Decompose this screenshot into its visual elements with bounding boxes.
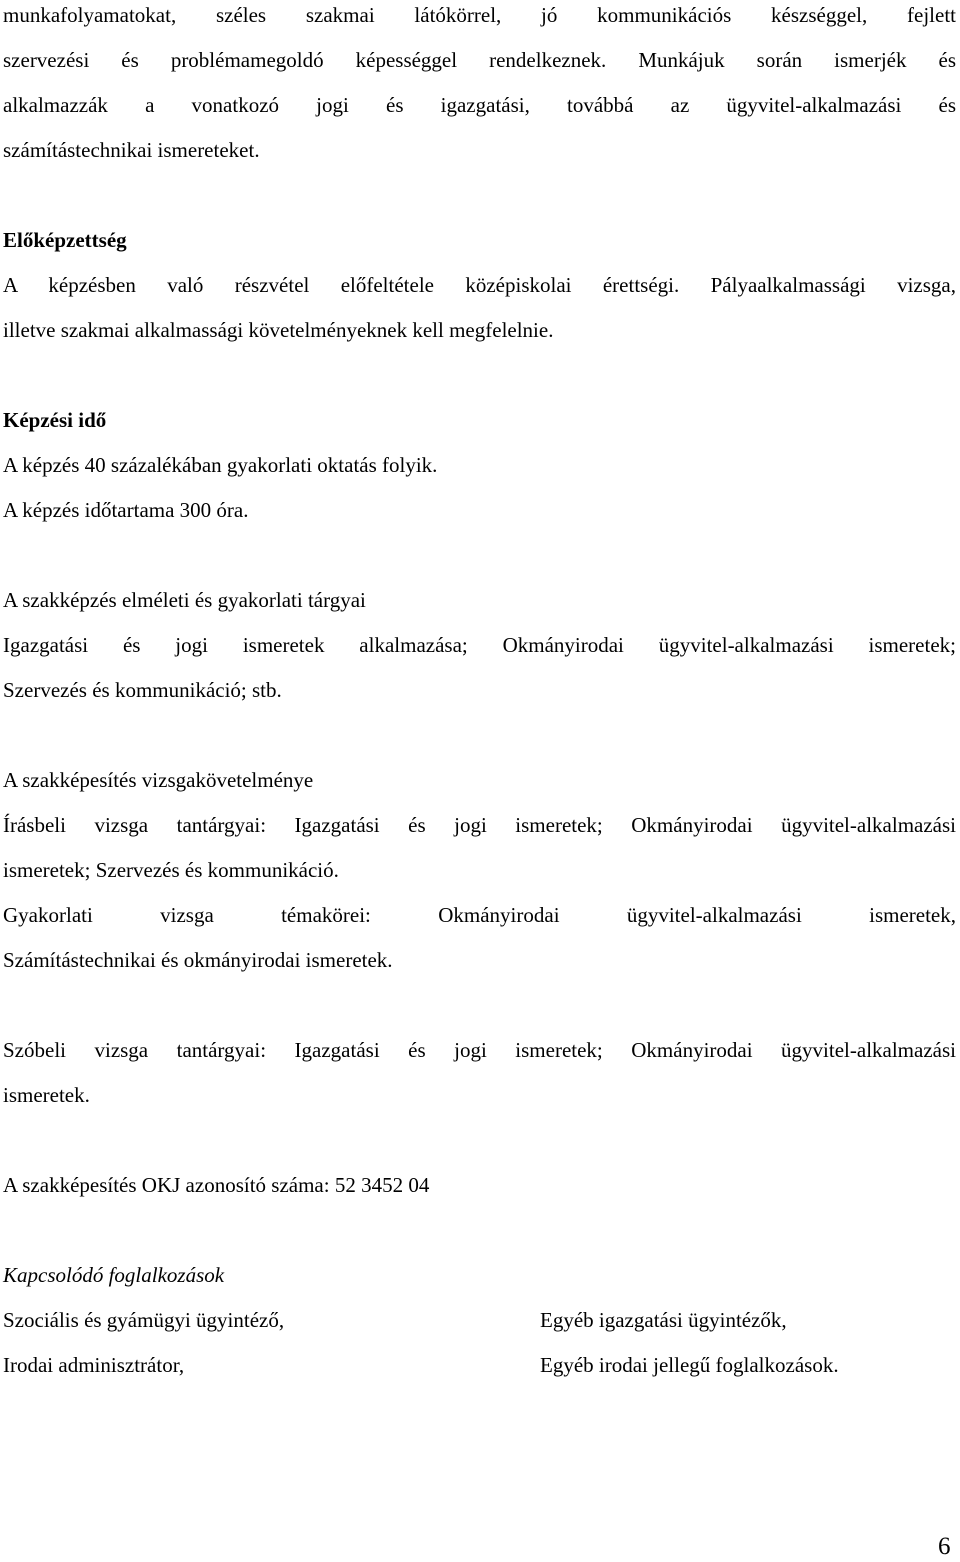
occupation-item: Egyéb igazgatási ügyintézők, xyxy=(540,1308,787,1332)
heading-vizsga: A szakképesítés vizsgakövetelménye xyxy=(3,768,314,792)
intro-line-2: szervezési és problémamegoldó képességgel rendelkeznek. Munkájuk során ismerjék és xyxy=(3,48,956,72)
elokepzettseg-line-2: illetve szakmai alkalmassági követelményeknek kell megfelelnie. xyxy=(3,318,554,342)
szobeli-line-1: Szóbeli vizsga tantárgyai: Igazgatási és jogi ismeretek; Okmányirodai ügyvitel-alkalmazási xyxy=(3,1038,956,1062)
elokepzettseg-line-1: A képzésben való részvétel előfeltétele középiskolai érettségi. Pályaalkalmassági vizsga, xyxy=(3,273,956,297)
page-number: 6 xyxy=(938,1533,951,1560)
heading-kapcsolodo: Kapcsolódó foglalkozások xyxy=(3,1263,225,1287)
intro-line-3: alkalmazzák a vonatkozó jogi és igazgatási, továbbá az ügyvitel-alkalmazási és xyxy=(3,93,956,117)
heading-kepzesi-ido: Képzési idő xyxy=(3,408,107,432)
targyak-line-2: Szervezés és kommunikáció; stb. xyxy=(3,678,282,702)
gyakorlati-line-1: Gyakorlati vizsga témakörei: Okmányirodai ügyvitel-alkalmazási ismeretek, xyxy=(3,903,956,927)
kepzesi-ido-line-1: A képzés 40 százalékában gyakorlati oktatás folyik. xyxy=(3,453,438,477)
intro-line-4: számítástechnikai ismereteket. xyxy=(3,138,260,162)
targyak-line-1: Igazgatási és jogi ismeretek alkalmazása; Okmányirodai ügyvitel-alkalmazási ismeretek; xyxy=(3,633,956,657)
occupation-item: Irodai adminisztrátor, xyxy=(3,1353,185,1377)
irasbeli-line-1: Írásbeli vizsga tantárgyai: Igazgatási és jogi ismeretek; Okmányirodai ügyvitel-alkalmazási xyxy=(3,813,956,837)
gyakorlati-line-2: Számítástechnikai és okmányirodai ismeretek. xyxy=(3,948,393,972)
irasbeli-line-2: ismeretek; Szervezés és kommunikáció. xyxy=(3,858,339,882)
heading-elokepzettseg: Előképzettség xyxy=(3,228,127,252)
heading-targyak: A szakképzés elméleti és gyakorlati tárgyai xyxy=(3,588,366,612)
occupation-item: Egyéb irodai jellegű foglalkozások. xyxy=(540,1353,839,1377)
kepzesi-ido-line-2: A képzés időtartama 300 óra. xyxy=(3,498,249,522)
intro-line-1: munkafolyamatokat, széles szakmai látókörrel, jó kommunikációs készséggel, fejlett xyxy=(3,3,956,27)
okj-number: A szakképesítés OKJ azonosító száma: 52 3452 04 xyxy=(3,1173,430,1197)
occupation-item: Szociális és gyámügyi ügyintéző, xyxy=(3,1308,285,1332)
szobeli-line-2: ismeretek. xyxy=(3,1083,90,1107)
